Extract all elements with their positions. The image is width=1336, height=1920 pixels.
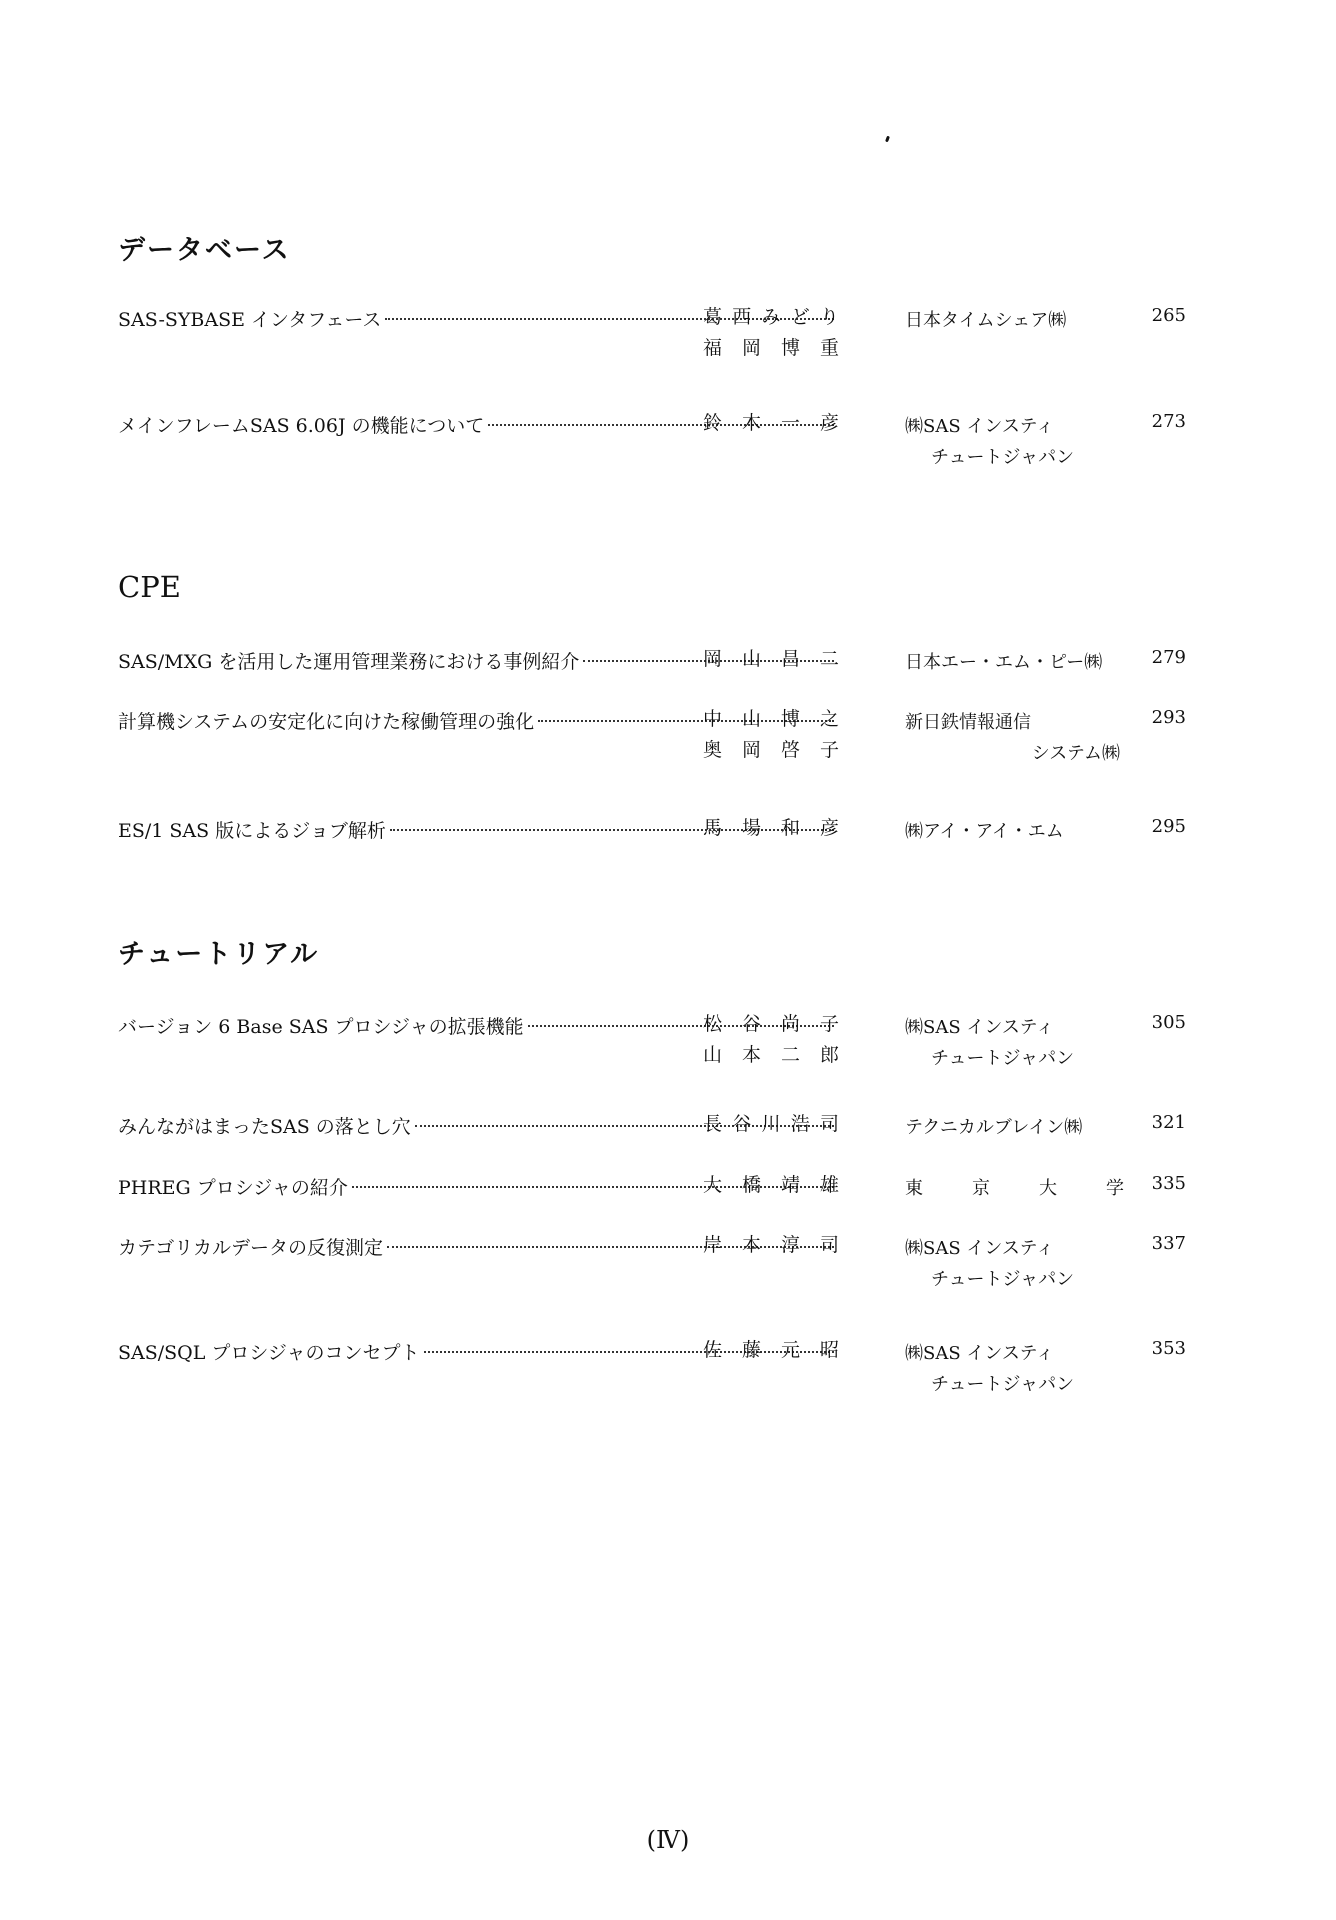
author-name: 大橋靖雄 — [703, 1174, 839, 1196]
toc-entry — [118, 707, 1186, 777]
entry-authors — [703, 411, 839, 442]
entry-title: カテゴリカルデータの反復測定 — [118, 1237, 384, 1259]
author-name: 鈴木一彦 — [703, 412, 839, 434]
entry-organization — [905, 1233, 1130, 1295]
section-title-tutorial: チュートリアル — [118, 939, 320, 970]
entry-organization — [905, 411, 1130, 473]
org-line: チュートジャパン — [931, 1048, 1075, 1069]
entry-title: SAS/MXG を活用した運用管理業務における事例紹介 — [118, 651, 580, 673]
page-footer-number: (Ⅳ) — [646, 1826, 690, 1854]
entry-authors — [703, 816, 839, 847]
author-name: 佐藤元昭 — [703, 1339, 839, 1361]
entry-page-number: 353 — [1151, 1338, 1186, 1359]
org-line: 日本タイムシェア㈱ — [905, 310, 1067, 331]
entry-title: SAS-SYBASE インタフェース — [118, 309, 382, 331]
section-title-database: データベース — [118, 235, 291, 266]
entry-authors — [703, 707, 839, 769]
entry-page-number: 335 — [1151, 1173, 1186, 1194]
org-line: チュートジャパン — [931, 447, 1075, 468]
entry-title: 計算機システムの安定化に向けた稼働管理の強化 — [118, 711, 535, 733]
entry-title: ES/1 SAS 版によるジョブ解析 — [118, 820, 386, 842]
author-name: 葛西みどり — [703, 306, 839, 328]
toc-entry — [118, 1012, 1186, 1082]
entry-title: バージョン 6 Base SAS プロシジャの拡張機能 — [118, 1016, 524, 1038]
toc-entry — [118, 1338, 1186, 1408]
entry-organization — [905, 1012, 1130, 1074]
entry-authors — [703, 1338, 839, 1369]
entry-page-number: 321 — [1151, 1112, 1186, 1133]
section-title-cpe: CPE — [118, 570, 181, 604]
entry-authors — [703, 1012, 839, 1074]
entry-organization — [905, 707, 1130, 769]
entry-organization — [905, 305, 1130, 336]
entry-page-number: 305 — [1151, 1012, 1186, 1033]
entry-page-number: 279 — [1151, 647, 1186, 668]
org-line: テクニカルブレイン㈱ — [905, 1117, 1083, 1138]
org-line: ㈱SAS インスティ — [905, 1343, 1055, 1364]
author-name: 馬場和彦 — [703, 817, 839, 839]
toc-entry — [118, 1233, 1186, 1303]
author-name: 松谷尚子 — [703, 1013, 839, 1035]
entry-organization — [905, 816, 1130, 847]
org-line: ㈱SAS インスティ — [905, 1017, 1055, 1038]
org-line: ㈱SAS インスティ — [905, 416, 1055, 437]
author-name: 岸本淳司 — [703, 1234, 839, 1256]
author-name: 福岡博重 — [703, 337, 839, 359]
entry-authors — [703, 1112, 839, 1143]
org-line: ㈱SAS インスティ — [905, 1238, 1055, 1259]
org-line: チュートジャパン — [931, 1269, 1075, 1290]
org-line: チュートジャパン — [931, 1374, 1075, 1395]
entry-title: みんながはまったSAS の落とし穴 — [118, 1116, 411, 1138]
author-name: 長谷川浩司 — [703, 1113, 839, 1135]
author-name: 山本二郎 — [703, 1044, 839, 1066]
toc-entry — [118, 1112, 1186, 1182]
entry-page-number: 337 — [1151, 1233, 1186, 1254]
org-line: 新日鉄情報通信 — [905, 712, 1031, 733]
entry-authors — [703, 1173, 839, 1204]
org-line: ㈱アイ・アイ・エム — [905, 821, 1064, 842]
entry-authors — [703, 647, 839, 678]
entry-organization — [905, 1112, 1130, 1143]
entry-authors — [703, 1233, 839, 1264]
org-line: システム㈱ — [1031, 743, 1120, 764]
toc-entry — [118, 816, 1186, 886]
org-line: 東京大学 — [905, 1178, 1124, 1199]
entry-organization — [905, 647, 1130, 678]
entry-title: PHREG プロシジャの紹介 — [118, 1177, 348, 1199]
org-line: 日本エー・エム・ピー㈱ — [905, 652, 1103, 673]
print-speck — [885, 136, 890, 143]
entry-page-number: 293 — [1151, 707, 1186, 728]
toc-entry — [118, 411, 1186, 481]
toc-entry — [118, 305, 1186, 375]
entry-organization — [905, 1173, 1130, 1204]
entry-title: メインフレームSAS 6.06J の機能について — [118, 415, 485, 437]
entry-page-number: 295 — [1151, 816, 1186, 837]
author-name: 岡山昌二 — [703, 648, 839, 670]
entry-title: SAS/SQL プロシジャのコンセプト — [118, 1342, 420, 1364]
entry-page-number: 273 — [1151, 411, 1186, 432]
entry-page-number: 265 — [1151, 305, 1186, 326]
author-name: 奥岡啓子 — [703, 739, 839, 761]
entry-authors — [703, 305, 839, 367]
entry-organization — [905, 1338, 1130, 1400]
author-name: 中山博之 — [703, 708, 839, 730]
